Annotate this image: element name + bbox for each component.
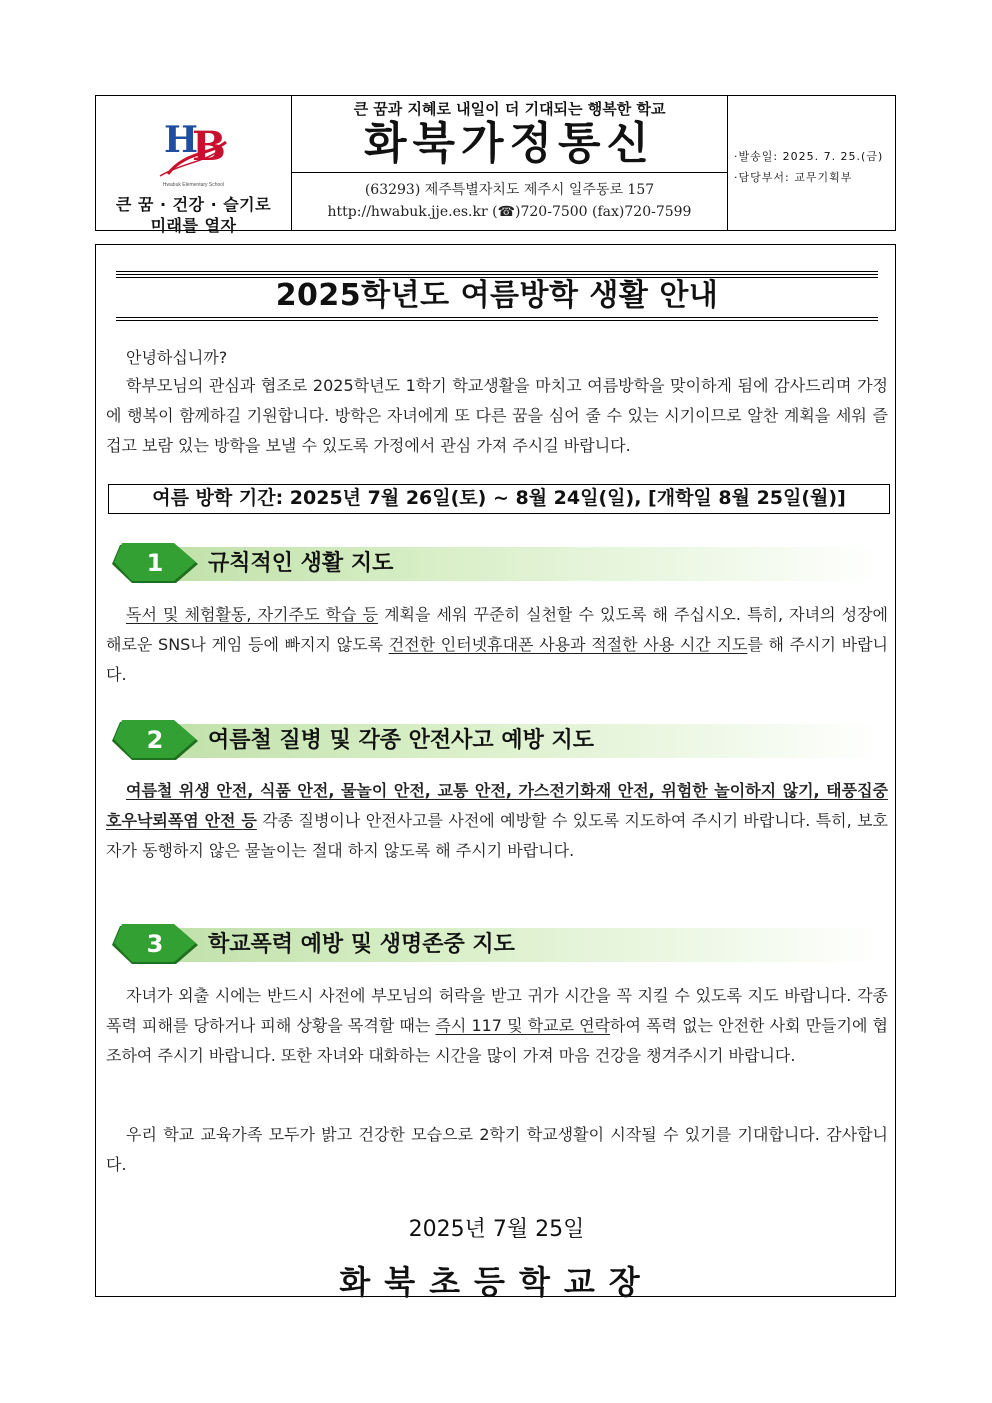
school-url-phone[interactable]: http://hwabuk.jje.es.kr (☎)720-7500 (fax)720-7599 xyxy=(327,204,692,220)
school-logo-icon xyxy=(154,104,234,184)
school-logo-block xyxy=(96,96,292,235)
section-1-emphasis-2: 건전한 인터넷휴대폰 사용과 적절한 사용 시간 지도 xyxy=(388,635,748,654)
vacation-period: 여름 방학 기간: 2025년 7월 26일(토) ~ 8월 24일(일), [개학일 8월 25일(월)] xyxy=(108,484,890,514)
section-1-number: 1 xyxy=(146,549,164,577)
section-2-emphasis: 여름철 위생 안전, 식품 안전, 물놀이 안전, 교통 안전, 가스전기화재 안전, 위험한 놀이하지 않기, 태풍집중호우낙뢰폭염 안전 등 xyxy=(106,781,888,830)
section-1-body-2: 를 해 주시기 바랍니다. xyxy=(106,635,889,684)
section-3-emphasis: 즉시 117 및 학교로 연락 xyxy=(435,1016,611,1035)
motto-line2: 미래를 열자 xyxy=(150,216,237,235)
issue-date: ·발송일: 2025. 7. 25.(금) xyxy=(734,150,884,163)
principal-signature: 화북초등학교장 xyxy=(339,1263,654,1301)
section-2-number: 2 xyxy=(146,726,164,754)
letter-body xyxy=(95,244,896,1301)
letter-title: 2025학년도 여름방학 생활 안내 xyxy=(116,271,878,321)
section-3-header xyxy=(112,922,880,968)
logo-caption: Hwabuk Elementary School xyxy=(162,182,225,188)
school-address: (63293) 제주특별자치도 제주시 일주동로 157 xyxy=(364,182,655,198)
department: ·담당부서: 교무기획부 xyxy=(734,171,853,184)
newsletter-title: 화북가정통신 xyxy=(292,118,727,173)
section-1-text xyxy=(106,600,888,690)
svg-text:B: B xyxy=(191,123,226,170)
intro-paragraph: 학부모님의 관심과 협조로 2025학년도 1학기 학교생활을 마치고 여름방학을 맞이하게 됨에 감사드리며 가정에 행복이 함께하길 기원합니다. 방학은 자녀에게 또 다른 꿈을 심어 줄 수 있는 시기이므로 알찬 계획을 세워 즐겁고 보람 있는 방학을 보낼 수 있도록 가정에서 관심 가져 주시길 바랍니다. xyxy=(106,376,888,455)
section-1-title: 규칙적인 생활 지도 xyxy=(208,551,394,576)
section-3-number: 3 xyxy=(146,930,164,958)
school-logo xyxy=(154,104,234,184)
letter-date: 2025년 7월 25일 xyxy=(408,1217,585,1242)
school-slogan: 큰 꿈과 지혜로 내일이 더 기대되는 행복한 학교 xyxy=(353,100,666,118)
section-3-text xyxy=(106,981,888,1071)
header-meta xyxy=(728,96,895,230)
closing-paragraph: 우리 학교 교육가족 모두가 밝고 건강한 모습으로 2학기 학교생활이 시작될 수 있기를 기대합니다. 감사합니다. xyxy=(106,1125,888,1174)
motto-line1: 큰 꿈 · 건강 · 슬기로 xyxy=(115,195,272,214)
section-3-title: 학교폭력 예방 및 생명존중 지도 xyxy=(208,932,515,957)
section-2-title: 여름철 질병 및 각종 안전사고 예방 지도 xyxy=(208,728,594,753)
section-2-body: 각종 질병이나 안전사고를 사전에 예방할 수 있도록 지도하여 주시기 바랍니다. 특히, 보호자가 동행하지 않은 물놀이는 절대 하지 않도록 해 주시기 바랍니다. xyxy=(106,811,888,860)
section-1-body-1: 계획을 세워 꾸준히 실천할 수 있도록 해 주십시오. 특히, 자녀의 성장에 해로운 SNS나 게임 등에 빠지지 않도록 xyxy=(106,605,888,654)
section-1-header xyxy=(112,541,880,587)
section-3-body-2: 하여 폭력 없는 안전한 사회 만들기에 협조하여 주시기 바랍니다. 또한 자녀와 대화하는 시간을 많이 가져 마음 건강을 챙겨주시기 바랍니다. xyxy=(106,1016,888,1065)
header-center xyxy=(292,96,728,230)
section-2-text xyxy=(106,776,888,866)
newsletter-header xyxy=(95,95,896,235)
section-2-header xyxy=(112,718,880,764)
section-3-body-1: 자녀가 외출 시에는 반드시 사전에 부모님의 허락을 받고 귀가 시간을 꼭 지킬 수 있도록 지도 바랍니다. 각종 폭력 피해를 당하거나 피해 상황을 목격할 때는 xyxy=(106,986,888,1035)
school-motto xyxy=(116,194,271,236)
school-contact xyxy=(292,179,727,223)
greeting: 안녕하십니까? xyxy=(126,348,228,367)
svg-text:H: H xyxy=(163,119,198,161)
section-1-emphasis-1: 독서 및 체험활동, 자기주도 학습 등 xyxy=(126,605,378,624)
